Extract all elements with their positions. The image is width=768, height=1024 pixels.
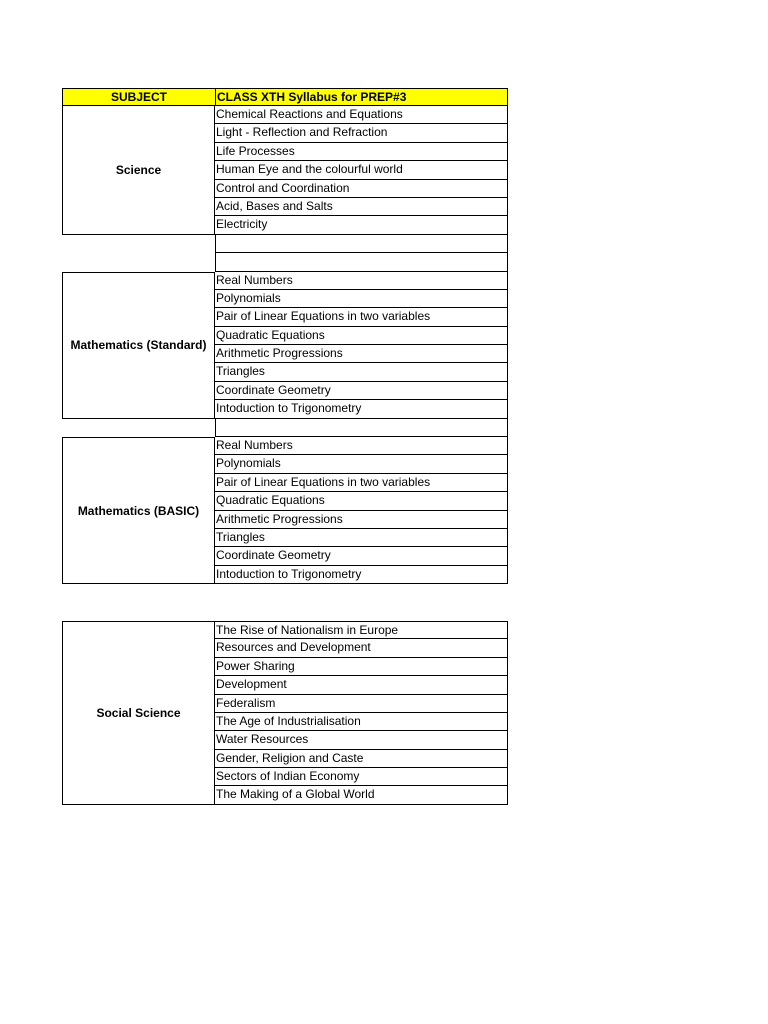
- topic-cell: Arithmetic Progressions: [215, 345, 508, 363]
- topic-cell: Coordinate Geometry: [215, 382, 508, 400]
- topic-cell: Intoduction to Trigonometry: [215, 566, 508, 584]
- topic-cell: Electricity: [215, 216, 508, 234]
- topic-cell: Development: [215, 676, 508, 694]
- topic-cell: Pair of Linear Equations in two variables: [215, 474, 508, 492]
- header-syllabus-cell: CLASS XTH Syllabus for PREP#3: [217, 90, 407, 104]
- topic-cell: Polynomials: [215, 290, 508, 308]
- subject-group-science: [62, 106, 508, 235]
- topic-cell: Control and Coordination: [215, 180, 508, 198]
- topic-list: [215, 272, 508, 419]
- subject-cell-math-standard: Mathematics (Standard): [62, 272, 215, 419]
- header-subject-cell: SUBJECT: [63, 89, 216, 105]
- topic-cell: Quadratic Equations: [215, 492, 508, 510]
- topic-list: [215, 106, 508, 235]
- topic-cell: Acid, Bases and Salts: [215, 198, 508, 216]
- subject-cell-social-science: Social Science: [62, 621, 215, 805]
- subject-cell-science: Science: [62, 106, 215, 235]
- topic-cell: The Making of a Global World: [215, 786, 508, 804]
- topic-cell: Water Resources: [215, 731, 508, 749]
- subject-group-math-standard: [62, 272, 508, 419]
- empty-row: [62, 419, 508, 437]
- syllabus-table: [62, 88, 508, 805]
- topic-cell: Real Numbers: [215, 437, 508, 455]
- topic-cell: Power Sharing: [215, 658, 508, 676]
- topic-list: [215, 621, 508, 805]
- topic-cell: Arithmetic Progressions: [215, 511, 508, 529]
- topic-cell: Real Numbers: [215, 272, 508, 290]
- topic-list: [215, 437, 508, 584]
- empty-row: [62, 235, 508, 253]
- topic-cell: Sectors of Indian Economy: [215, 768, 508, 786]
- topic-cell: Quadratic Equations: [215, 327, 508, 345]
- subject-group-social-science: [62, 621, 508, 805]
- topic-cell: Chemical Reactions and Equations: [215, 106, 508, 124]
- table-header-row: [62, 88, 508, 106]
- topic-cell: Life Processes: [215, 143, 508, 161]
- topic-cell: Resources and Development: [215, 639, 508, 657]
- topic-cell: Coordinate Geometry: [215, 547, 508, 565]
- topic-cell: Human Eye and the colourful world: [215, 161, 508, 179]
- topic-cell: Triangles: [215, 363, 508, 381]
- topic-cell: Polynomials: [215, 455, 508, 473]
- topic-cell: Gender, Religion and Caste: [215, 750, 508, 768]
- topic-cell: Triangles: [215, 529, 508, 547]
- subject-cell-math-basic: Mathematics (BASIC): [62, 437, 215, 584]
- topic-cell: The Rise of Nationalism in Europe: [215, 621, 508, 639]
- topic-cell: Federalism: [215, 695, 508, 713]
- topic-cell: The Age of Industrialisation: [215, 713, 508, 731]
- topic-cell: Intoduction to Trigonometry: [215, 400, 508, 418]
- empty-row: [62, 253, 508, 271]
- subject-group-math-basic: [62, 437, 508, 584]
- topic-cell: Light - Reflection and Refraction: [215, 124, 508, 142]
- blank-gap: [62, 584, 508, 621]
- topic-cell: Pair of Linear Equations in two variables: [215, 308, 508, 326]
